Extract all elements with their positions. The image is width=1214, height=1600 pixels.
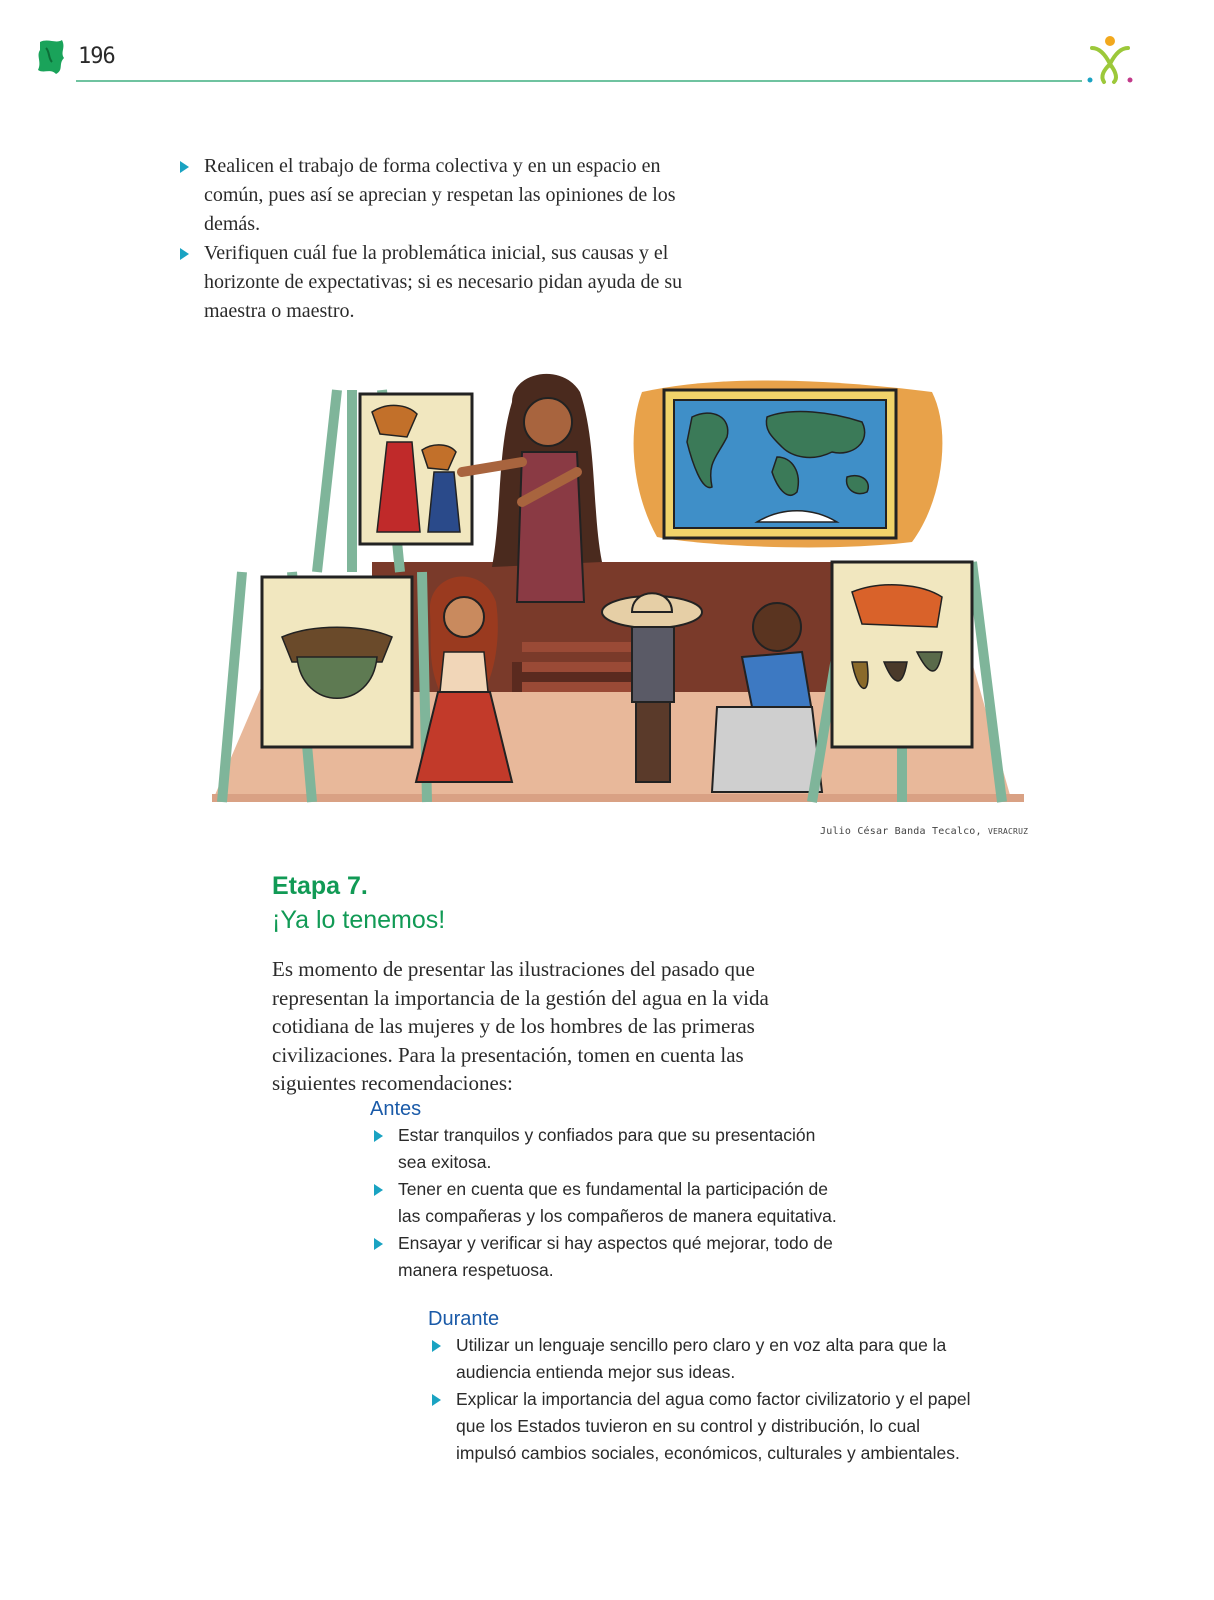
list-item: Verifiquen cuál fue la problemática inicial, sus causas y el horizonte de expectativas; si es necesario pidan ayuda de su maestra o maestro. <box>176 239 716 326</box>
bullet-triangle-icon <box>374 1238 383 1250</box>
durante-heading: Durante <box>428 1308 500 1330</box>
list-item: Utilizar un lenguaje sencillo pero claro y en voz alta para que la audiencia entienda mejor sus ideas. <box>428 1332 978 1386</box>
intro-paragraph: Es momento de presentar las ilustraciones del pasado que representan la importancia de la gestión del agua en la vida cotidiana de las mujeres y de los hombres de las primeras civilizaciones. Para la presentación, tomen en cuenta las siguientes recomendaciones: <box>272 957 769 1095</box>
list-item: Explicar la importancia del agua como factor civilizatorio y el papel que los Estados tuvieron en su control y distribución, lo cual impulsó cambios sociales, económicos, culturales y ambientales. <box>428 1386 978 1467</box>
figure-mark-icon <box>1082 34 1138 88</box>
book-logo-icon <box>34 38 68 76</box>
antes-heading: Antes <box>370 1098 422 1120</box>
durante-list <box>428 1332 978 1467</box>
bullet-triangle-icon <box>180 248 189 260</box>
classroom-exhibition-illustration <box>212 362 1024 818</box>
list-item: Realicen el trabajo de forma colectiva y en un espacio en común, pues así se aprecian y respetan las opiniones de los demás. <box>176 152 716 239</box>
section-subtitle: ¡Ya lo tenemos! <box>272 906 446 934</box>
antes-list <box>370 1122 840 1284</box>
bullet-triangle-icon <box>374 1184 383 1196</box>
bullet-triangle-icon <box>180 161 189 173</box>
list-item: Tener en cuenta que es fundamental la participación de las compañeras y los compañeros de manera equitativa. <box>370 1176 840 1230</box>
bullet-triangle-icon <box>432 1394 441 1406</box>
bullet-triangle-icon <box>374 1130 383 1142</box>
section-title: Etapa 7. <box>272 872 368 900</box>
top-bullet-list <box>176 152 716 326</box>
header-rule <box>76 80 1082 82</box>
illustration-credit: Julio César Banda Tecalco, VERACRUZ <box>820 826 1029 837</box>
page-number: 196 <box>78 44 115 69</box>
list-item: Estar tranquilos y confiados para que su presentación sea exitosa. <box>370 1122 840 1176</box>
bullet-triangle-icon <box>432 1340 441 1352</box>
list-item: Ensayar y verificar si hay aspectos qué mejorar, todo de manera respetuosa. <box>370 1230 840 1284</box>
